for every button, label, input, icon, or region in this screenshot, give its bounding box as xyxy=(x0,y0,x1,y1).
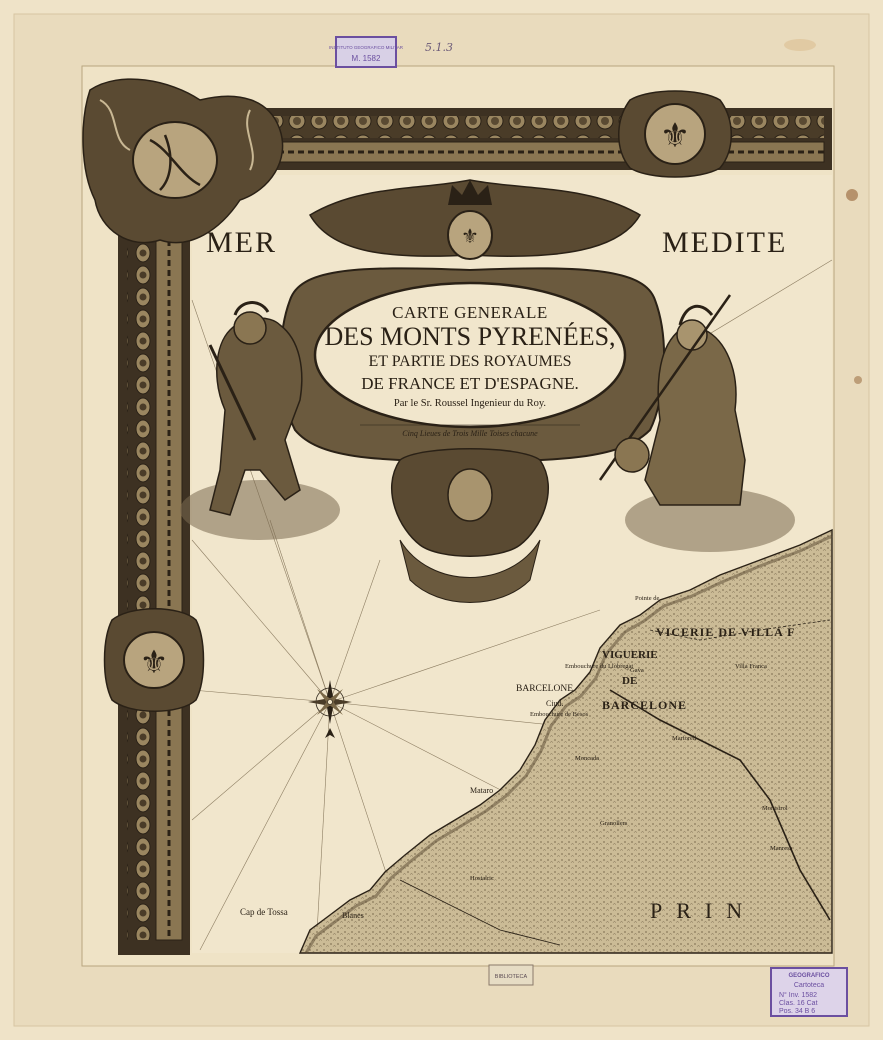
place-gava: Gava xyxy=(630,667,644,674)
place-granollers: Granollers xyxy=(600,820,628,827)
bottom-stamp-title: Cartoteca xyxy=(793,982,825,989)
region-label-barcelone: BARCELONE xyxy=(602,698,688,712)
region-label-villa-franca: VICERIE DE VILLA F xyxy=(656,625,796,639)
fleur-de-lis-icon: ⚜ xyxy=(139,643,169,681)
fleur-de-lis-icon: ⚜ xyxy=(659,116,691,156)
place-hostalric: Hostalric xyxy=(470,875,494,882)
frame-top-rosettes xyxy=(268,116,824,138)
medusa-shield xyxy=(615,438,649,472)
region-label-prin: PRIN xyxy=(650,898,757,923)
shelf-number: 5.1.3 xyxy=(425,41,453,54)
top-stamp-number: M. 1582 xyxy=(351,54,381,63)
fleur-de-lis-icon: ⚜ xyxy=(461,224,479,248)
bottom-center-stamp-text: BIBLIOTECA xyxy=(494,974,528,980)
title-author: Par le Sr. Roussel Ingenieur du Roy. xyxy=(393,398,547,409)
fleur-de-lis-cartouche-left xyxy=(105,609,204,712)
bottom-stamp-header: GEOGRAFICO xyxy=(788,973,830,979)
place-pointe: Pointe de xyxy=(635,595,660,602)
library-stamp-top xyxy=(329,37,404,67)
title-line-3: ET PARTIE DES ROYAUMES xyxy=(368,353,572,370)
place-barcelone: BARCELONE xyxy=(516,684,573,694)
scale-label: Cinq Lieues de Trois Mille Toises chacune xyxy=(402,429,538,438)
stain xyxy=(846,189,858,201)
region-label-de: DE xyxy=(622,675,638,687)
fleur-de-lis-cartouche-top xyxy=(619,91,732,177)
place-martorell: Martorell xyxy=(672,735,697,742)
sea-label-left: MER xyxy=(206,226,278,259)
place-embouchure-llobregat: Embouchure du Llobregat xyxy=(565,663,634,670)
place-manresa: Manresa xyxy=(770,845,793,852)
cloud-left xyxy=(180,480,340,540)
stain xyxy=(784,39,816,51)
place-villa-franca: Villa Franca xyxy=(735,663,767,670)
library-stamp-bottom-right xyxy=(771,968,847,1016)
bottom-stamp-inventory: N° Inv. 1582 xyxy=(779,992,818,999)
title-line-2: DES MONTS PYRENÉES, xyxy=(324,322,616,351)
bottom-stamp-position: Pos. 34 B 6 xyxy=(779,1008,816,1015)
place-mataro: Mataro xyxy=(470,786,494,795)
sea-label-right: MEDITE xyxy=(662,226,788,259)
library-stamp-bottom-center xyxy=(489,965,533,985)
place-moncada: Moncada xyxy=(575,755,600,762)
helmet-mask xyxy=(448,469,492,521)
stain xyxy=(854,376,862,384)
top-stamp-text: INSTITUTO GEOGRAFICO MILITAR xyxy=(328,45,404,50)
title-line-1: CARTE GENERALE xyxy=(392,303,548,322)
place-cap-de-tossa: Cap de Tossa xyxy=(240,907,288,917)
place-blanes: Blanes xyxy=(342,911,364,920)
place-monistrol: Monistrol xyxy=(762,805,788,812)
title-line-4: DE FRANCE ET D'ESPAGNE. xyxy=(361,374,579,393)
region-label-vigueria: VIGUERIE xyxy=(602,649,658,661)
place-embouchure-besos: Embouchure de Besos xyxy=(530,711,589,718)
place-ciudad: Ciud. xyxy=(546,699,564,708)
frame-left-rosettes xyxy=(127,200,151,940)
bottom-stamp-classification: Clas. 16 Cat xyxy=(779,1000,818,1007)
